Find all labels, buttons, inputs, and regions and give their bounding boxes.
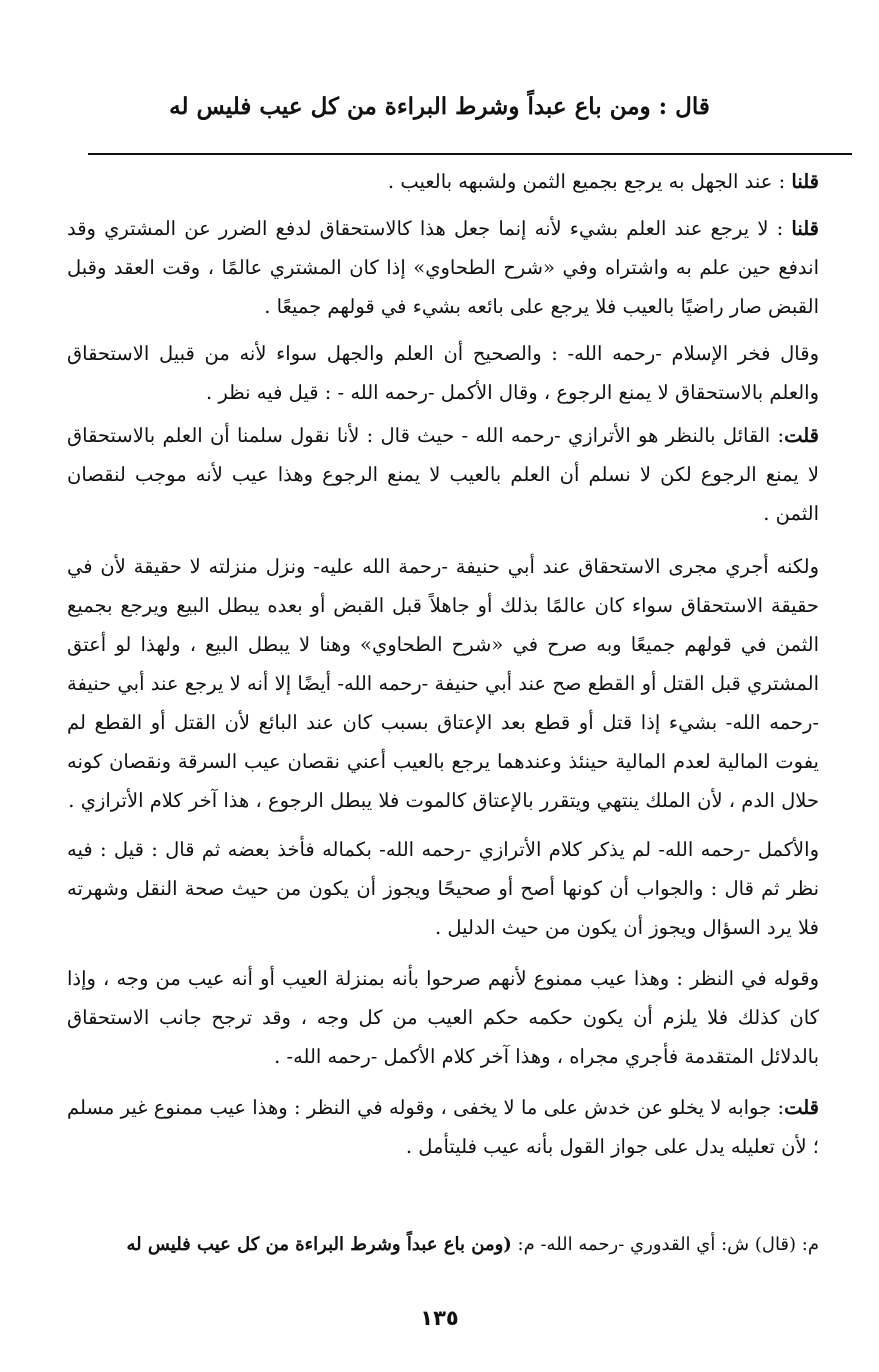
body-text: [67, 162, 819, 1180]
paragraph-text: وقال فخر الإسلام -رحمه الله- : والصحيح أن العلم والجهل سواء لأنه من قبيل الاستحقاق والعلم بالاستحقاق لا يمنع الرجوع ، وقال الأكمل -رحمه الله - : قيل فيه نظر .: [67, 342, 819, 404]
running-head: قال : ومن باع عبداً وشرط البراءة من كل عيب فليس له: [169, 93, 710, 120]
paragraph-label: قلت: [784, 1096, 819, 1119]
page-number: ١٣٥: [420, 1306, 459, 1330]
paragraph-text: : عند الجهل به يرجع بجميع الثمن ولشبهه بالعيب .: [387, 170, 786, 193]
paragraph: [67, 1088, 819, 1166]
paragraph-text: والأكمل -رحمه الله- لم يذكر كلام الأترازي -رحمه الله- بكماله فأخذ بعضه ثم قال : قيل : فيه نظر ثم قال : والجواب أن كونها أصح أو صحيحًا ويجوز أن يكون من حيث صحة النقل وشهرته فلا يرد السؤال ويجوز أن يكون من حيث الدليل .: [67, 838, 819, 939]
paragraph: [67, 416, 819, 533]
commentary-prefix: م: (قال) ش: أي القدوري -رحمه الله- م:: [511, 1234, 819, 1255]
paragraph-text: وقوله في النظر : وهذا عيب ممنوع لأنهم صرحوا بأنه بمنزلة العيب أو أنه عيب من وجه ، وإذا كان كذلك فلا يلزم أن يكون حكمه حكم العيب من كل وجه ، وقد ترجح جانب الاستحقاق بالدلائل المتقدمة فأجري مجراه ، وهذا آخر كلام الأكمل -رحمه الله- .: [67, 967, 819, 1068]
paragraph-text: : جوابه لا يخلو عن خدش على ما لا يخفى ، وقوله في النظر : وهذا عيب ممنوع غير مسلم ؛ لأن تعليله يدل على جواز القول بأنه عيب فليتأمل .: [67, 1096, 819, 1158]
matn-quote: (ومن باع عبداً وشرط البراءة من كل عيب فليس له: [126, 1234, 512, 1255]
paragraph-text: : القائل بالنظر هو الأترازي -رحمه الله - حيث قال : لأنا نقول سلمنا أن العلم بالاستحقاق لا يمنع الرجوع لكن لا نسلم أن العلم بالعيب لا يمنع الرجوع وهذا عيب لأنه موجب لنقصان الثمن .: [67, 424, 819, 525]
paragraph: [67, 830, 819, 947]
paragraph: [67, 547, 819, 820]
header-rule: [88, 153, 852, 155]
paragraph-label: قلنا: [791, 217, 819, 240]
commentary-line: [67, 1227, 819, 1263]
paragraph-label: قلنا: [791, 170, 819, 193]
paragraph: [67, 959, 819, 1076]
paragraph-text: : لا يرجع عند العلم بشيء لأنه إنما جعل هذا كالاستحقاق لدفع الضرر عن المشتري وقد اندفع حين علم به واشتراه وفي «شرح الطحاوي» إذا كان المشتري عالمًا ، وقت العقد وقبل القبض صار راضيًا بالعيب فلا يرجع على بائعه بشيء في قولهم جميعًا .: [67, 217, 819, 318]
paragraph-label: قلت: [784, 424, 819, 447]
paragraph-text: ولكنه أجري مجرى الاستحقاق عند أبي حنيفة -رحمة الله عليه- ونزل منزلته لا حقيقة لأن في حقيقة الاستحقاق سواء كان عالمًا بذلك أو جاهلاً قبل القبض أو بعده يبطل البيع ويرجع بجميع الثمن في قولهم جميعًا وبه صرح في «شرح الطحاوي» وهنا لا يبطل البيع ، ولهذا لو أعتق المشتري قبل القتل أو القطع صح عند أبي حنيفة -رحمه الله- أيضًا إلا أنه لا يرجع عند أبي حنيفة -رحمه الله- بشيء إذا قتل أو قطع بعد الإعتاق بسبب كان عند البائع لأن القتل أو القطع لم يفوت المالية لعدم المالية حينئذ وعندهما يرجع بالعيب أعني نقصان عيب السرقة ونقصان كونه حلال الدم ، لأن الملك ينتهي ويتقرر بالإعتاق كالموت فلا يبطل الرجوع ، هذا آخر كلام الأترازي .: [67, 555, 819, 812]
paragraph: [67, 334, 819, 412]
paragraph: [67, 209, 819, 326]
paragraph: [67, 162, 819, 201]
